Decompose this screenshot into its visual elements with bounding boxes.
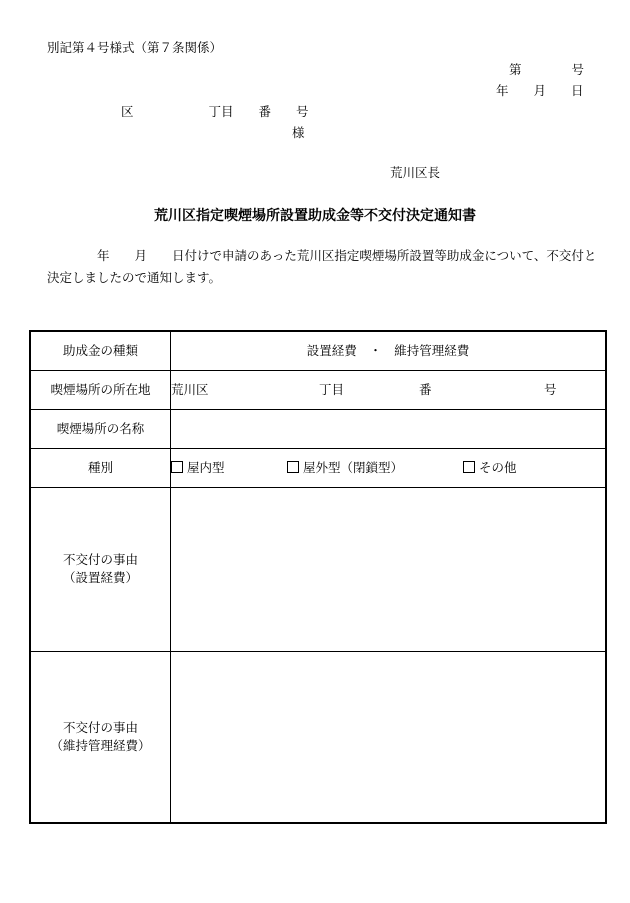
table-row — [30, 409, 606, 448]
subsidy-type-value: 設置経費 ・ 維持管理経費 — [171, 331, 607, 370]
form-number: 別記第４号様式（第７条関係） — [47, 40, 223, 55]
option-indoor[interactable] — [171, 459, 225, 477]
table-row — [30, 331, 606, 370]
table-row — [30, 651, 606, 823]
reason-maintenance-value[interactable] — [171, 651, 607, 823]
location-label: 喫煙場所の所在地 — [30, 370, 171, 409]
subsidy-type-label: 助成金の種類 — [30, 331, 171, 370]
location-value — [171, 370, 607, 409]
body-line-2: 決定しましたので通知します。 — [47, 270, 222, 285]
category-options — [171, 448, 607, 487]
reason-maintenance-label — [30, 651, 171, 823]
option-other-label: その他 — [479, 459, 517, 475]
location-ward: 荒川区 — [171, 381, 209, 397]
reason-installation-value[interactable] — [171, 487, 607, 651]
category-label: 種別 — [30, 448, 171, 487]
document-number: 第 号 — [509, 62, 585, 77]
table-row — [30, 370, 606, 409]
reason-installation-label-line2: （設置経費） — [62, 570, 138, 585]
document-date: 年 月 日 — [496, 83, 584, 98]
reason-maintenance-label-line2: （維持管理経費） — [50, 737, 151, 753]
location-name-value[interactable] — [171, 409, 607, 448]
location-ban: 番 — [419, 381, 432, 397]
option-other[interactable] — [463, 459, 517, 477]
reason-installation-label — [30, 487, 171, 651]
table-row — [30, 448, 606, 487]
location-go: 号 — [544, 381, 557, 397]
option-outdoor-closed[interactable] — [287, 459, 403, 477]
sender-name: 荒川区長 — [390, 165, 441, 180]
option-outdoor-closed-label: 屋外型（閉鎖型） — [303, 459, 404, 475]
location-chome: 丁目 — [319, 381, 345, 397]
recipient-address: 区 丁目 番 号 — [121, 104, 309, 119]
reason-installation-label-line1: 不交付の事由 — [62, 552, 138, 567]
checkbox-icon[interactable] — [287, 461, 299, 473]
location-name-label: 喫煙場所の名称 — [30, 409, 171, 448]
body-line-1: 年 月 日付けで申請のあった荒川区指定喫煙場所設置等助成金について、不交付と — [97, 248, 597, 263]
checkbox-icon[interactable] — [463, 461, 475, 473]
recipient-honorific: 様 — [292, 125, 305, 140]
option-indoor-label: 屋内型 — [187, 459, 225, 475]
checkbox-icon[interactable] — [171, 461, 183, 473]
subsidy-form-table — [29, 330, 607, 824]
reason-maintenance-label-line1: 不交付の事由 — [62, 719, 138, 735]
document-title: 荒川区指定喫煙場所設置助成金等不交付決定通知書 — [154, 208, 476, 224]
table-row — [30, 487, 606, 651]
